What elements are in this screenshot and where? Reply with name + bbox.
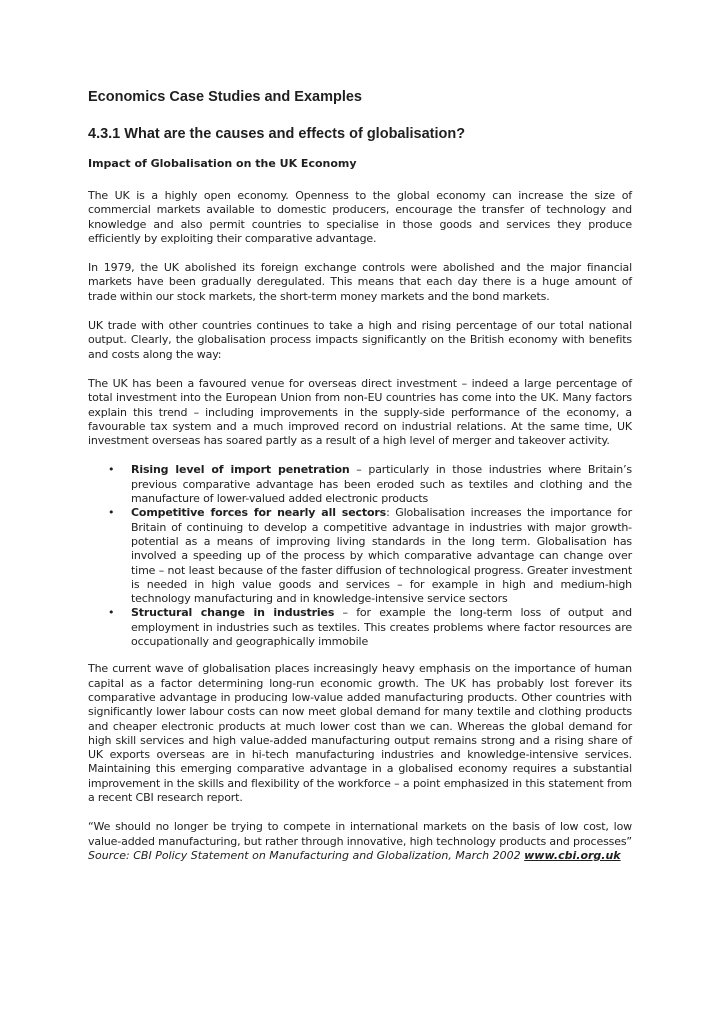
list-item (108, 463, 632, 506)
source-link[interactable]: www.cbi.org.uk (524, 848, 621, 862)
list-item-heading: Rising level of import penetration (131, 463, 350, 477)
source-text: Source: CBI Policy Statement on Manufacturing and Globalization, March 2002 (88, 848, 525, 862)
paragraph-human-capital: The current wave of globalisation places increasingly heavy emphasis on the importance of human capital as a factor determining long-run economic growth. The UK has probably lost forever its comparative advantage in producing low-value added manufacturing products. Other countries with significantly lower labour costs can now meet global demand for many textile and clothing products and cheaper electronic products at much lower cost than we can. Whereas the global demand for high skill services and high value-added manufacturing output remains strong and a rising share of UK exports overseas are in hi-tech manufacturing industries and knowledge-intensive services. Maintaining this emerging comparative advantage in a globalised economy requires a substantial improvement in the skills and flexibility of the workforce – a point emphasized in this statement from a recent CBI research report. (88, 662, 632, 804)
list-item (108, 506, 632, 606)
list-item (108, 606, 632, 649)
list-item-heading: Competitive forces for nearly all sectors (131, 506, 387, 520)
bullet-list (88, 463, 632, 649)
list-item-text: – for example the long-term loss of output and employment in industries such as textiles. This creates problems where factor resources are occupationally and geographically immobile (131, 606, 632, 649)
document-title: Economics Case Studies and Examples (88, 89, 362, 105)
list-item-heading: Structural change in industries (131, 606, 335, 620)
list-item-text: – particularly in those industries where Britain’s previous comparative advantage has been eroded such as textiles and clothing and the manufacture of lower-valued added electronic products (131, 463, 632, 506)
cbi-quote: “We should no longer be trying to compete in international markets on the basis of low cost, low value-added manufacturing, but rather through innovative, high technology products and processes” (88, 820, 632, 848)
bullet-marker: • (108, 606, 115, 620)
paragraph-openness: The UK is a highly open economy. Openness to the global economy can increase the size of commercial markets available to domestic producers, encourage the transfer of technology and knowledge and also permit countries to specialise in those goods and services they produce efficiently by exploiting their comparative advantage. (88, 189, 632, 245)
section-title: 4.3.1 What are the causes and effects of globalisation? (88, 126, 466, 142)
bullet-marker: • (108, 463, 115, 477)
bullet-marker: • (108, 506, 115, 520)
paragraph-1979: In 1979, the UK abolished its foreign exchange controls were abolished and the major financial markets have been gradually deregulated. This means that each day there is a huge amount of trade within our stock markets, the short-term money markets and the bond markets. (88, 261, 632, 303)
quote-source (88, 849, 632, 863)
subheading: Impact of Globalisation on the UK Economy (88, 157, 357, 170)
paragraph-trade: UK trade with other countries continues to take a high and rising percentage of our total national output. Clearly, the globalisation process impacts significantly on the British economy with benefits and costs along the way: (88, 319, 632, 361)
paragraph-investment: The UK has been a favoured venue for overseas direct investment – indeed a large percentage of total investment into the European Union from non-EU countries has come into the UK. Many factors explain this trend – including improvements in the supply-side performance of the economy, a favourable tax system and a much improved record on industrial relations. At the same time, UK investment overseas has soared partly as a result of a high level of merger and takeover activity. (88, 376, 632, 448)
list-item-text: : Globalisation increases the importance for Britain of continuing to develop a competitive advantage in industries with major growth-potential as a means of improving living standards in the long term. Globalisation has involved a speeding up of the process by which comparative advantage can change over time – not least because of the faster diffusion of technological progress. Greater investment is needed in high value goods and services – for example in high and medium-high technology manufacturing and in knowledge-intensive service sectors (131, 506, 632, 606)
